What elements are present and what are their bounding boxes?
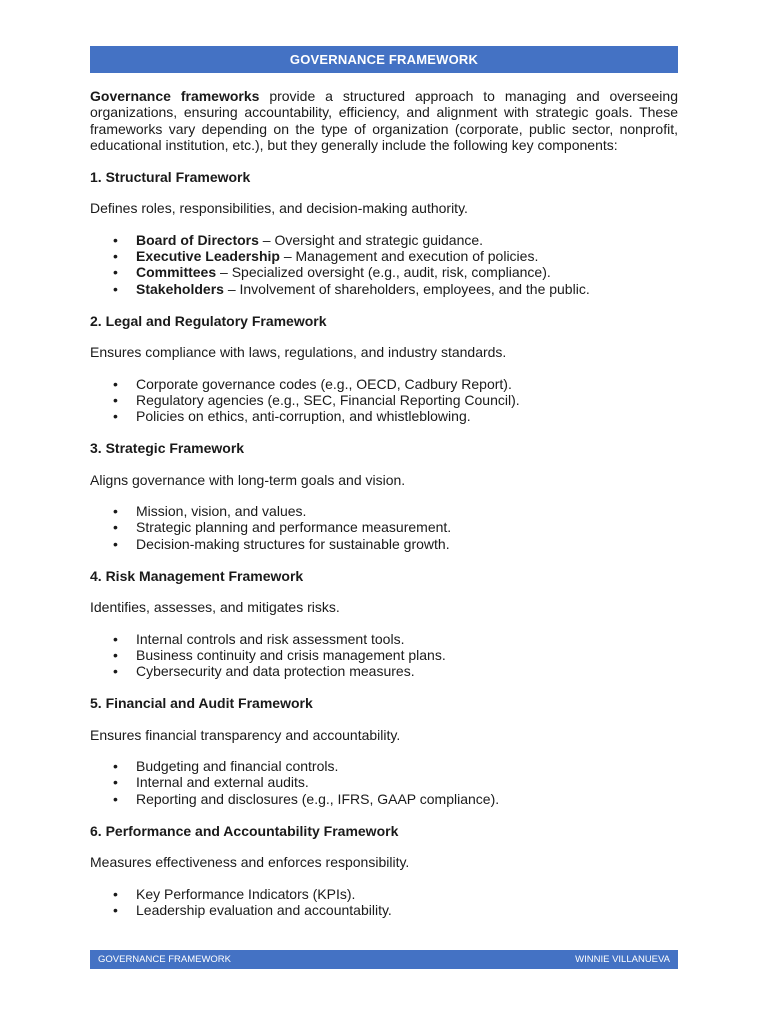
bullet-icon: • xyxy=(113,663,118,680)
section-description: Ensures financial transparency and accountability. xyxy=(90,726,401,743)
section-description: Aligns governance with long-term goals and vision. xyxy=(90,471,406,488)
bullet-icon: • xyxy=(113,630,118,647)
section-1 xyxy=(90,169,678,297)
bullet-icon: • xyxy=(113,646,118,663)
sections-container xyxy=(90,169,678,918)
footer-left-text: GOVERNANCE FRAMEWORK xyxy=(98,954,232,965)
section-heading: 6. Performance and Accountability Framework xyxy=(90,822,399,839)
page-title-banner xyxy=(90,46,678,73)
list-item xyxy=(90,774,678,790)
bullet-icon: • xyxy=(113,391,118,408)
list-item xyxy=(90,232,678,248)
list-item-term: Committees xyxy=(136,264,217,281)
list-item-text: Regulatory agencies (e.g., SEC, Financial Reporting Council). xyxy=(136,391,520,408)
bullet-icon: • xyxy=(113,375,118,392)
section-heading: 3. Strategic Framework xyxy=(90,440,245,457)
bullet-icon: • xyxy=(113,503,118,520)
bullet-list xyxy=(90,631,678,680)
list-item xyxy=(90,264,678,280)
intro-text: provide a structured approach to managing and overseeing organizations, ensuring accountability, efficiency, and alignment with strategic goals. These frameworks vary depending on the type of organization (corporate, public sector, nonprofit, educational institution, etc.), but they generally include the following key components: xyxy=(90,88,678,153)
list-item-text: – Oversight and strategic guidance. xyxy=(258,231,484,248)
section-description: Ensures compliance with laws, regulations, and industry standards. xyxy=(90,344,507,361)
list-item xyxy=(90,248,678,264)
list-item-text: Leadership evaluation and accountability. xyxy=(136,901,392,918)
list-item-text: Strategic planning and performance measurement. xyxy=(136,519,452,536)
list-item-text: – Management and execution of policies. xyxy=(279,248,539,265)
list-item-text: Reporting and disclosures (e.g., IFRS, GAAP compliance). xyxy=(136,790,500,807)
list-item-text: Policies on ethics, anti-corruption, and whistleblowing. xyxy=(136,408,471,425)
bullet-list xyxy=(90,758,678,807)
bullet-icon: • xyxy=(113,535,118,552)
list-item xyxy=(90,631,678,647)
list-item-text: Internal controls and risk assessment tools. xyxy=(136,630,405,647)
bullet-icon: • xyxy=(113,264,118,281)
document-body xyxy=(90,88,678,918)
list-item-term: Executive Leadership xyxy=(136,248,280,265)
bullet-list xyxy=(90,232,678,297)
list-item xyxy=(90,392,678,408)
bullet-icon: • xyxy=(113,758,118,775)
section-3 xyxy=(90,440,678,551)
bullet-icon: • xyxy=(113,885,118,902)
list-item xyxy=(90,902,678,918)
list-item-text: – Specialized oversight (e.g., audit, risk, compliance). xyxy=(216,264,551,281)
bullet-icon: • xyxy=(113,280,118,297)
list-item xyxy=(90,663,678,679)
list-item-text: Cybersecurity and data protection measures. xyxy=(136,663,415,680)
section-2 xyxy=(90,313,678,424)
list-item-term: Stakeholders xyxy=(136,280,224,297)
section-heading: 2. Legal and Regulatory Framework xyxy=(90,312,327,329)
list-item xyxy=(90,408,678,424)
bullet-list xyxy=(90,376,678,425)
list-item xyxy=(90,503,678,519)
bullet-icon: • xyxy=(113,231,118,248)
list-item xyxy=(90,886,678,902)
intro-paragraph xyxy=(90,88,678,153)
bullet-icon: • xyxy=(113,790,118,807)
list-item-text: Budgeting and financial controls. xyxy=(136,758,339,775)
section-description: Defines roles, responsibilities, and decision-making authority. xyxy=(90,200,468,217)
list-item-text: Business continuity and crisis management plans. xyxy=(136,646,446,663)
section-5 xyxy=(90,695,678,806)
list-item-text: Key Performance Indicators (KPIs). xyxy=(136,885,356,902)
list-item xyxy=(90,281,678,297)
page-footer xyxy=(90,950,678,969)
bullet-icon: • xyxy=(113,901,118,918)
list-item xyxy=(90,791,678,807)
list-item xyxy=(90,376,678,392)
bullet-icon: • xyxy=(113,774,118,791)
list-item xyxy=(90,536,678,552)
list-item-text: Corporate governance codes (e.g., OECD, Cadbury Report). xyxy=(136,375,512,392)
list-item-text: Internal and external audits. xyxy=(136,774,309,791)
list-item-text: Decision-making structures for sustainable growth. xyxy=(136,535,450,552)
section-6 xyxy=(90,823,678,918)
section-description: Measures effectiveness and enforces responsibility. xyxy=(90,854,410,871)
list-item xyxy=(90,758,678,774)
list-item xyxy=(90,647,678,663)
section-4 xyxy=(90,568,678,679)
section-heading: 5. Financial and Audit Framework xyxy=(90,695,313,712)
list-item-term: Board of Directors xyxy=(136,231,259,248)
section-heading: 1. Structural Framework xyxy=(90,169,251,186)
page-title: GOVERNANCE FRAMEWORK xyxy=(289,52,479,67)
intro-bold-term: Governance frameworks xyxy=(90,88,260,104)
bullet-icon: • xyxy=(113,408,118,425)
section-description: Identifies, assesses, and mitigates risks. xyxy=(90,599,340,616)
bullet-list xyxy=(90,886,678,919)
bullet-icon: • xyxy=(113,248,118,265)
list-item xyxy=(90,519,678,535)
list-item-text: Mission, vision, and values. xyxy=(136,503,307,520)
footer-right-text: WINNIE VILLANUEVA xyxy=(575,954,670,965)
bullet-icon: • xyxy=(113,519,118,536)
bullet-list xyxy=(90,503,678,552)
list-item-text: – Involvement of shareholders, employees, and the public. xyxy=(223,280,590,297)
section-heading: 4. Risk Management Framework xyxy=(90,567,304,584)
